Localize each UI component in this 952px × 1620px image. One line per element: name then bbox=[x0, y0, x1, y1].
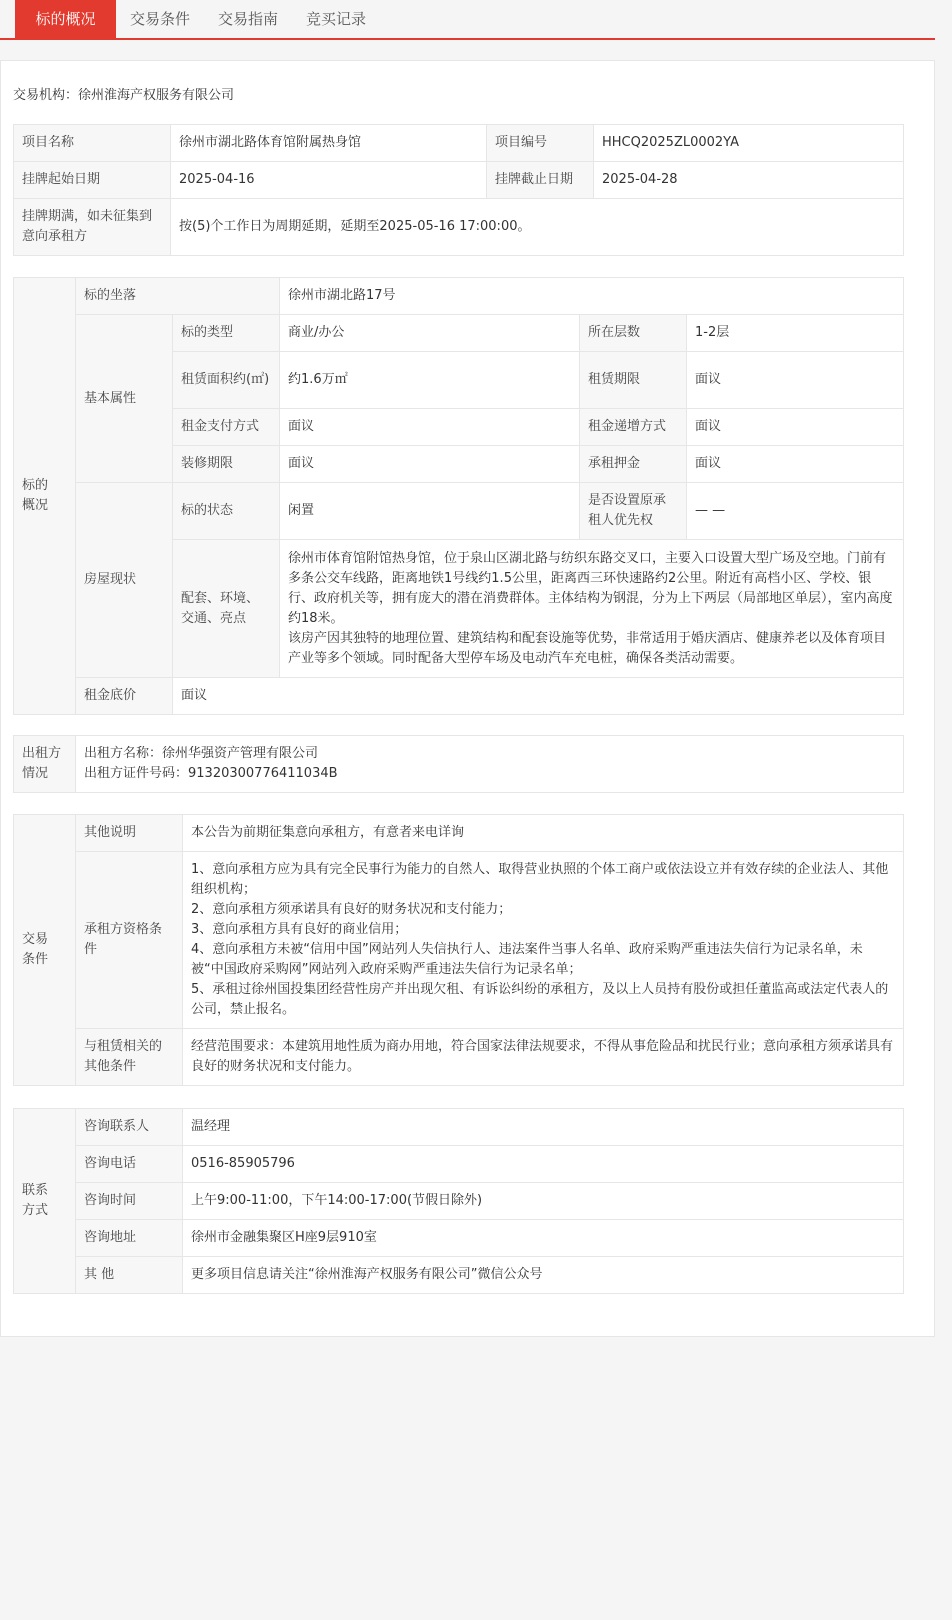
tab-bid-records[interactable]: 竞买记录 bbox=[305, 10, 366, 28]
conditions-table bbox=[13, 814, 904, 1086]
facility-value: 徐州市体育馆附馆热身馆，位于泉山区湖北路与纺织东路交叉口，主要入口设置大型广场及空地。门前有多条公交车线路，距离地铁1号线约1.5公里，距离西三环快速路约2公里。附近有高档小区、学校、银行、政府机关等，拥有庞大的潜在消费群体。主体结构为钢混，分为上下两层（局部地区单层），室内高度约18米。 该房产因其独特的地理位置、建筑结构和配套设施等优势，非常适用于婚庆酒店、健康养老以及体育项目产业等多个领域。同时配备大型停车场及电动汽车充电桩，确保各类活动需要。 bbox=[280, 540, 904, 678]
contact-side-label: 联系 方式 bbox=[14, 1109, 76, 1294]
other-notes-value: 本公告为前期征集意向承租方，有意者来电详询 bbox=[183, 815, 904, 852]
other-notes-label: 其他说明 bbox=[76, 815, 183, 852]
listing-start-label: 挂牌起始日期 bbox=[14, 162, 171, 199]
project-code-value: HHCQ2025ZL0002YA bbox=[594, 125, 904, 162]
rent-floor-label: 租金底价 bbox=[76, 678, 173, 715]
house-status-group-label: 房屋现状 bbox=[76, 483, 173, 678]
decoration-label: 装修期限 bbox=[173, 446, 280, 483]
table-row bbox=[14, 199, 904, 256]
contact-person-value: 温经理 bbox=[183, 1109, 904, 1146]
contact-address-label: 咨询地址 bbox=[76, 1220, 183, 1257]
table-row bbox=[14, 278, 904, 315]
related-conditions-value: 经营范围要求：本建筑用地性质为商办用地，符合国家法律法规要求，不得从事危险品和扰民行业；意向承租方须承诺具有良好的财务状况和支付能力。 bbox=[183, 1029, 904, 1086]
table-row bbox=[14, 736, 904, 793]
type-value: 商业/办公 bbox=[280, 315, 580, 352]
basic-attr-label: 基本属性 bbox=[76, 315, 173, 483]
location-label: 标的坐落 bbox=[76, 278, 280, 315]
contact-phone-label: 咨询电话 bbox=[76, 1146, 183, 1183]
increase-value: 面议 bbox=[687, 409, 904, 446]
contact-time-label: 咨询时间 bbox=[76, 1183, 183, 1220]
contact-time-value: 上午9:00-11:00，下午14:00-17:00(节假日除外) bbox=[183, 1183, 904, 1220]
contact-other-value: 更多项目信息请关注“徐州淮海产权服务有限公司”微信公众号 bbox=[183, 1257, 904, 1294]
table-row bbox=[14, 483, 904, 540]
location-value: 徐州市湖北路17号 bbox=[280, 278, 904, 315]
area-value: 约1.6万㎡ bbox=[280, 352, 580, 409]
type-label: 标的类型 bbox=[173, 315, 280, 352]
listing-start-value: 2025-04-16 bbox=[171, 162, 487, 199]
table-row bbox=[14, 678, 904, 715]
contact-person-label: 咨询联系人 bbox=[76, 1109, 183, 1146]
extension-label: 挂牌期满，如未征集到意向承租方 bbox=[14, 199, 171, 256]
priority-value: — — bbox=[687, 483, 904, 540]
listing-end-value: 2025-04-28 bbox=[594, 162, 904, 199]
term-value: 面议 bbox=[687, 352, 904, 409]
lessor-side-label: 出租方 情况 bbox=[14, 736, 76, 793]
project-name-value: 徐州市湖北路体育馆附属热身馆 bbox=[171, 125, 487, 162]
tab-trade-guide[interactable]: 交易指南 bbox=[217, 10, 278, 28]
tab-bar bbox=[0, 0, 935, 40]
table-row bbox=[14, 125, 904, 162]
facility-label: 配套、环境、交通、亮点 bbox=[173, 540, 280, 678]
floor-value: 1-2层 bbox=[687, 315, 904, 352]
table-row bbox=[14, 1109, 904, 1146]
table-row bbox=[14, 1146, 904, 1183]
contact-other-label: 其 他 bbox=[76, 1257, 183, 1294]
lessor-info: 出租方名称：徐州华强资产管理有限公司 出租方证件号码：91320300776411034B bbox=[76, 736, 904, 793]
listing-end-label: 挂牌截止日期 bbox=[487, 162, 594, 199]
table-row bbox=[14, 852, 904, 1029]
trading-org: 交易机构：徐州淮海产权服务有限公司 bbox=[13, 88, 235, 103]
contact-table bbox=[13, 1108, 904, 1294]
tab-overview[interactable]: 标的概况 bbox=[15, 0, 116, 38]
decoration-value: 面议 bbox=[280, 446, 580, 483]
qualification-label: 承租方资格条件 bbox=[76, 852, 183, 1029]
extension-value: 按(5)个工作日为周期延期，延期至2025-05-16 17:00:00。 bbox=[171, 199, 904, 256]
priority-label: 是否设置原承租人优先权 bbox=[580, 483, 687, 540]
contact-phone-value: 0516-85905796 bbox=[183, 1146, 904, 1183]
table-row bbox=[14, 162, 904, 199]
table-row bbox=[14, 815, 904, 852]
overview-table bbox=[13, 277, 904, 715]
rent-floor-value: 面议 bbox=[173, 678, 904, 715]
payment-value: 面议 bbox=[280, 409, 580, 446]
term-label: 租赁期限 bbox=[580, 352, 687, 409]
overview-side-label: 标的 概况 bbox=[14, 278, 76, 715]
table-row bbox=[14, 1257, 904, 1294]
conditions-side-label: 交易 条件 bbox=[14, 815, 76, 1086]
basic-info-table bbox=[13, 124, 904, 256]
project-name-label: 项目名称 bbox=[14, 125, 171, 162]
qualification-value: 1、意向承租方应为具有完全民事行为能力的自然人、取得营业执照的个体工商户或依法设立并有效存续的企业法人、其他组织机构； 2、意向承租方须承诺具有良好的财务状况和支付能力； 3、意向承租方具有良好的商业信用； 4、意向承租方未被“信用中国”网站列人失信执行人、违法案件当事人名单、政府采购严重违法失信行为记录名单，未被“中国政府采购网”网站列入政府采购严重违法失信行为记录名单； 5、承租过徐州国投集团经营性房产并出现欠租、有诉讼纠纷的承租方，及以上人员持有股份或担任董监高或法定代表人的公司，禁止报名。 bbox=[183, 852, 904, 1029]
deposit-value: 面议 bbox=[687, 446, 904, 483]
table-row bbox=[14, 1183, 904, 1220]
status-label: 标的状态 bbox=[173, 483, 280, 540]
related-conditions-label: 与租赁相关的其他条件 bbox=[76, 1029, 183, 1086]
lessor-table bbox=[13, 735, 904, 793]
table-row bbox=[14, 1220, 904, 1257]
status-value: 闲置 bbox=[280, 483, 580, 540]
floor-label: 所在层数 bbox=[580, 315, 687, 352]
payment-label: 租金支付方式 bbox=[173, 409, 280, 446]
increase-label: 租金递增方式 bbox=[580, 409, 687, 446]
contact-address-value: 徐州市金融集聚区H座9层910室 bbox=[183, 1220, 904, 1257]
project-code-label: 项目编号 bbox=[487, 125, 594, 162]
table-row bbox=[14, 315, 904, 352]
deposit-label: 承租押金 bbox=[580, 446, 687, 483]
table-row bbox=[14, 1029, 904, 1086]
area-label: 租赁面积约(㎡) bbox=[173, 352, 280, 409]
tab-trade-conditions[interactable]: 交易条件 bbox=[129, 10, 190, 28]
